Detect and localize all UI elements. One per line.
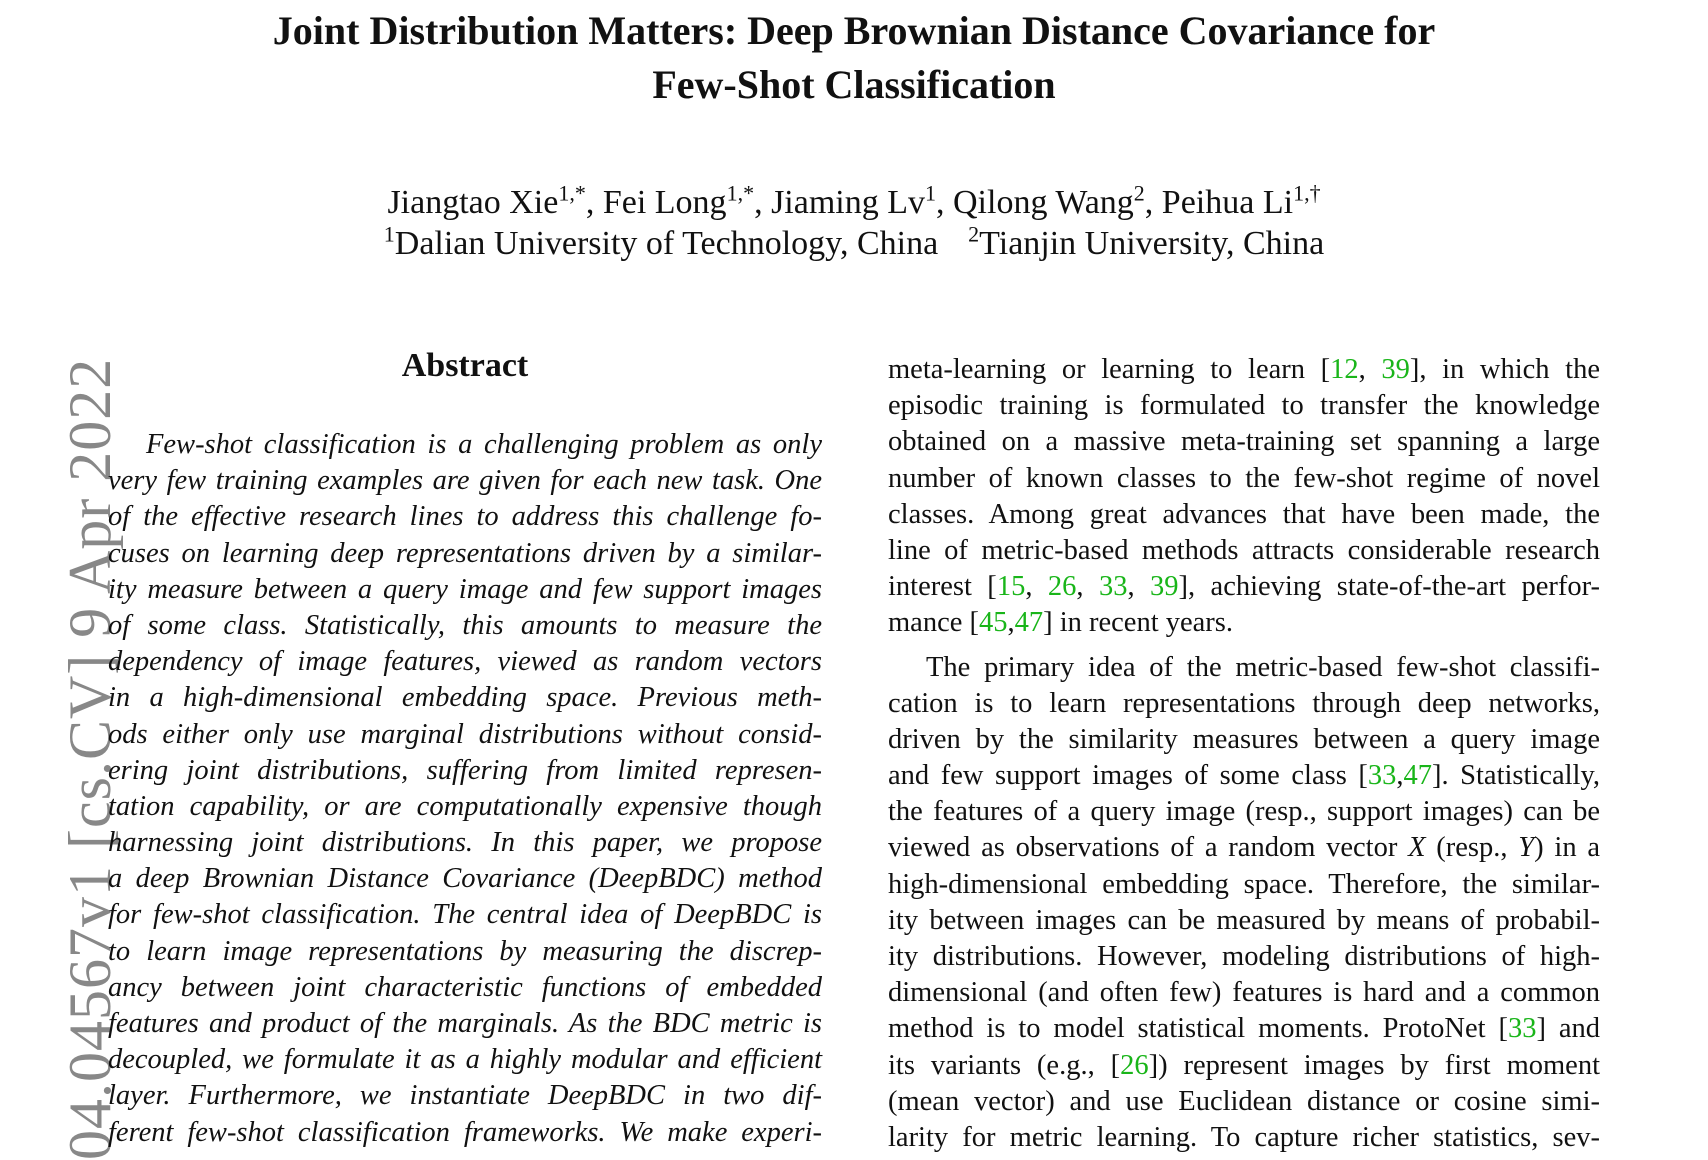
abstract-line: ferent few-shot classification frameworks. We make experi- — [108, 1116, 822, 1148]
abstract-line: of some class. Statistically, this amounts to measure the — [108, 609, 822, 641]
body-line: interest [15, 26, 33, 39], achieving state-of-the-art perfor- — [888, 571, 1601, 603]
affiliation-name: Tianjin University, China — [979, 225, 1325, 262]
body-line: dimensional (and often few) features is hard and a common — [888, 977, 1600, 1009]
citation-link[interactable]: 33 — [1367, 760, 1397, 792]
citation-link[interactable]: 15 — [996, 571, 1026, 603]
author-name: Qilong Wang — [953, 184, 1134, 221]
author-list: Jiangtao Xie$^{1,*}$, Fei Long$^{1,*}$, Jiaming Lv$^1$, Qilong Wang$^2$, Peihua $Li^{1,\dagger}$ — [387, 180, 1321, 221]
abstract-line: ancy between joint characteristic functions of embedded — [108, 971, 822, 1003]
author-affiliation-mark: 1 — [925, 180, 936, 206]
title-line-2: Few-Shot Classification — [652, 62, 1056, 107]
author-affiliation-mark: 1,† — [1293, 180, 1321, 206]
abstract-line: ering joint distributions, suffering from limited represen- — [108, 754, 822, 786]
citation-link[interactable]: 26 — [1120, 1049, 1149, 1081]
abstract-line: a deep Brownian Distance Covariance (DeepBDC) method — [108, 863, 822, 895]
abstract-line: Few-shot classification is a challenging problem as only — [146, 429, 822, 460]
arxiv-identifier: 04.04567v1 [cs.CV] 9 Apr 2022 — [57, 357, 123, 1160]
body-line: The primary idea of the metric-based few-shot classifi- — [926, 651, 1600, 683]
abstract-line: of the effective research lines to address this challenge fo- — [108, 501, 822, 533]
citation-link[interactable]: 33 — [1098, 571, 1128, 603]
math-variable: Y — [1518, 832, 1535, 864]
author-name: Jiaming Lv — [771, 184, 925, 221]
affiliation-list — [0, 223, 1708, 265]
body-line: ity between images can be measured by means of probabil- — [888, 904, 1600, 936]
author-name: Jiangtao Xie — [387, 184, 559, 221]
title-line-1: Joint Distribution Matters: Deep Brownian Distance Covariance for — [272, 8, 1436, 53]
body-line: and few support images of some class [33,47]. Statistically, — [888, 760, 1600, 792]
author-affiliation-mark: 1,* — [726, 180, 755, 206]
author-name: Peihua Li — [1161, 184, 1294, 221]
body-line: larity for metric learning. To capture richer statistics, sev- — [888, 1121, 1600, 1153]
abstract-line: tation capability, or are computationally expensive though — [108, 790, 822, 822]
citation-link[interactable]: 39 — [1381, 354, 1410, 385]
body-line: line of metric-based methods attracts considerable research — [888, 534, 1600, 566]
arxiv-sidebar — [0, 0, 123, 1160]
abstract-line: to learn image representations by measuring the discrep- — [108, 935, 822, 967]
body-line: meta-learning or learning to learn [12, 39], in which the — [888, 354, 1600, 385]
author-name: Fei Long — [602, 184, 727, 221]
abstract-body — [108, 427, 822, 1151]
math-variable: X — [1408, 832, 1426, 864]
body-line: mance [45,47] in recent years. — [888, 607, 1234, 639]
body-line: number of known classes to the few-shot regime of novel — [888, 462, 1600, 494]
author-affiliation-mark: 1,* — [558, 180, 586, 206]
body-line: high-dimensional embedding space. Therefore, the similar- — [888, 868, 1600, 900]
affiliation-mark: 2 — [968, 221, 980, 247]
affiliation-mark: 1 — [383, 221, 395, 247]
body-line: driven by the similarity measures between a query image — [888, 723, 1600, 755]
abstract-line: harnessing joint distributions. In this paper, we propose — [108, 827, 822, 859]
body-line: classes. Among great advances that have been made, the — [888, 498, 1600, 530]
abstract-line: very few training examples are given for each new task. One — [108, 465, 822, 497]
abstract-line: in a high-dimensional embedding space. Previous meth- — [108, 682, 822, 714]
body-line: obtained on a massive meta-training set spanning a large — [888, 426, 1600, 458]
citation-link[interactable]: 12 — [1330, 354, 1359, 385]
paper-title — [0, 4, 1708, 112]
body-line: (mean vector) and use Euclidean distance or cosine simi- — [888, 1085, 1600, 1117]
body-line: ity distributions. However, modeling distributions of high- — [888, 941, 1600, 972]
body-line: viewed as observations of a random vector X (resp., Y) in a — [888, 832, 1600, 864]
abstract-line: decoupled, we formulate it as a highly modular and efficient — [108, 1044, 822, 1076]
citation-link[interactable]: 26 — [1047, 571, 1077, 603]
citation-link[interactable]: 47 — [1014, 607, 1044, 639]
abstract-line: features and product of the marginals. As the BDC metric is — [108, 1008, 822, 1039]
abstract-line: dependency of image features, viewed as random vectors — [108, 646, 822, 678]
body-line: cation is to learn representations through deep networks, — [888, 687, 1600, 719]
abstract-line: cuses on learning deep representations driven by a similar- — [108, 537, 822, 569]
affiliation-name: Dalian University of Technology, China — [394, 225, 939, 262]
author-affiliation-mark: 2 — [1133, 180, 1145, 206]
abstract-heading: Abstract — [401, 347, 529, 384]
body-line: the features of a query image (resp., support images) can be — [888, 796, 1600, 828]
body-line: its variants (e.g., [26]) represent images by first moment — [888, 1049, 1600, 1081]
intro-column — [888, 352, 1600, 1156]
abstract-line: ods either only use marginal distributions without consid- — [108, 718, 822, 750]
citation-link[interactable]: 33 — [1507, 1013, 1537, 1045]
citation-link[interactable]: 45 — [978, 607, 1008, 639]
abstract-line: for few-shot classification. The central idea of DeepBDC is — [108, 899, 822, 931]
abstract-line: ity measure between a query image and few support images — [108, 573, 822, 605]
citation-link[interactable]: 39 — [1150, 571, 1179, 603]
body-line: episodic training is formulated to transfer the knowledge — [888, 390, 1600, 422]
body-line: method is to model statistical moments. ProtoNet [33] and — [888, 1013, 1601, 1045]
abstract-line: layer. Furthermore, we instantiate DeepBDC in two dif- — [108, 1080, 822, 1112]
citation-link[interactable]: 47 — [1403, 760, 1432, 792]
